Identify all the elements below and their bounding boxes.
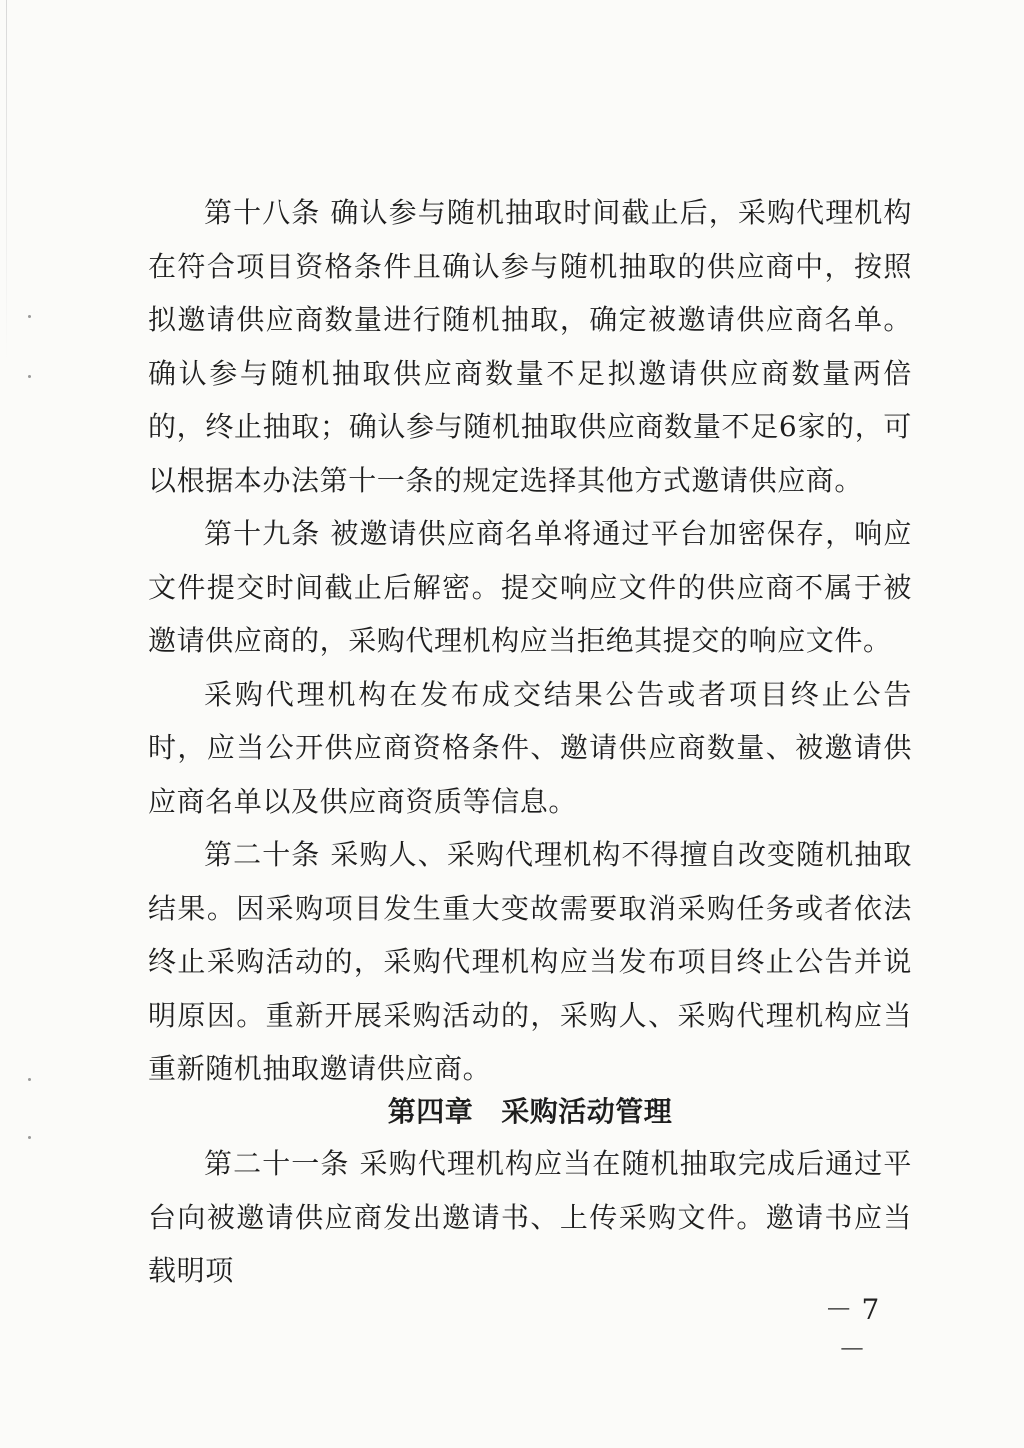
scan-speck <box>28 315 31 318</box>
disclosure-paragraph: 采购代理机构在发布成交结果公告或者项目终止公告时，应当公开供应商资格条件、邀请供应商数量、被邀请供应商名单以及供应商资质等信息。 <box>148 677 912 818</box>
scan-edge <box>6 0 7 360</box>
chapter-number: 第四章 <box>387 1095 474 1128</box>
body-text <box>148 186 912 1096</box>
page-number: － 7 － <box>824 1293 880 1366</box>
scan-speck <box>28 1136 31 1139</box>
scan-speck <box>28 375 31 378</box>
body-text-continued <box>148 1137 912 1298</box>
scan-speck <box>28 1078 31 1081</box>
article-21-paragraph: 第二十一条 采购代理机构应当在随机抽取完成后通过平台向被邀请供应商发出邀请书、上传采购文件。邀请书应当载明项 <box>148 1147 912 1287</box>
article-19-paragraph: 第十九条 被邀请供应商名单将通过平台加密保存，响应文件提交时间截止后解密。提交响应文件的供应商不属于被邀请供应商的，采购代理机构应当拒绝其提交的响应文件。 <box>148 517 912 657</box>
chapter-heading <box>148 1088 912 1136</box>
chapter-title: 采购活动管理 <box>501 1095 673 1128</box>
article-18-paragraph: 第十八条 确认参与随机抽取时间截止后，采购代理机构在符合项目资格条件且确认参与随机抽取的供应商中，按照拟邀请供应商数量进行随机抽取，确定被邀请供应商名单。确认参与随机抽取供应商数量不足拟邀请供应商数量两倍的，终止抽取；确认参与随机抽取供应商数量不足6家的，可以根据本办法第十一条的规定选择其他方式邀请供应商。 <box>148 196 912 497</box>
article-20-paragraph: 第二十条 采购人、采购代理机构不得擅自改变随机抽取结果。因采购项目发生重大变故需要取消采购任务或者依法终止采购活动的，采购代理机构应当发布项目终止公告并说明原因。重新开展采购活动的，采购人、采购代理机构应当重新随机抽取邀请供应商。 <box>148 838 912 1085</box>
